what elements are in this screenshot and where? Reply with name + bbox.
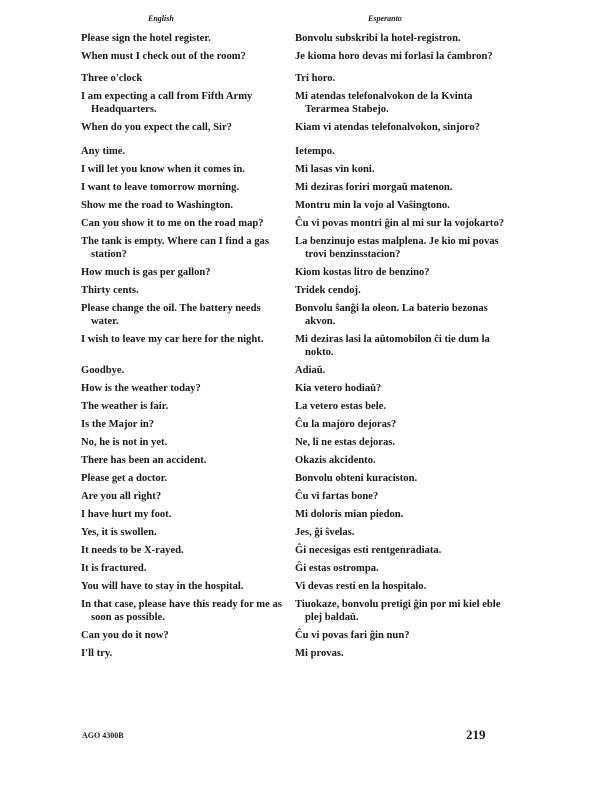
esperanto-phrase: La vetero estas bele. [295, 401, 387, 412]
phrase-row [81, 580, 511, 593]
esperanto-phrase: Kia vetero hodiaŭ? [295, 383, 382, 394]
english-phrase: In that case, please have this ready for me as soon as possible. [81, 599, 282, 623]
esperanto-phrase: Ĝi estas ostrompa. [295, 563, 379, 574]
phrase-row [81, 199, 511, 212]
phrase-row [81, 181, 511, 194]
esperanto-phrase: Kiom kostas litro de benzino? [295, 267, 430, 278]
english-phrase: Is the Major in? [81, 419, 155, 430]
phrase-row [81, 382, 511, 395]
esperanto-phrase: Ne, li ne estas dejoras. [295, 437, 396, 448]
english-phrase: Can you do it now? [81, 630, 169, 641]
english-phrase: I want to leave tomorrow morning. [81, 182, 240, 193]
english-phrase: I am expecting a call from Fifth Army Headquarters. [81, 91, 253, 115]
esperanto-phrase: Ietempo. [295, 146, 335, 157]
phrase-row [81, 266, 511, 279]
phrase-row [81, 50, 511, 63]
phrase-row [81, 32, 511, 45]
english-phrase: It needs to be X-rayed. [81, 545, 184, 556]
esperanto-phrase: Mi doloris mian piedon. [295, 509, 404, 520]
esperanto-phrase: Tri horo. [295, 73, 336, 84]
phrase-row [81, 302, 511, 328]
footer-document-code: AGO 4300B [82, 731, 124, 740]
esperanto-phrase: Mi atendas telefonalvokon de la Kvinta Terarmea Stabejo. [295, 91, 473, 115]
english-phrase: It is fractured. [81, 563, 147, 574]
phrase-row [81, 400, 511, 413]
phrase-row [81, 235, 511, 261]
english-phrase: Any time. [81, 146, 126, 157]
column-header-esperanto: Esperanto [368, 14, 402, 23]
esperanto-phrase: Tridek cendoj. [295, 285, 361, 296]
esperanto-phrase: Mi deziras foriri morgaŭ matenon. [295, 182, 453, 193]
english-phrase: How is the weather today? [81, 383, 201, 394]
esperanto-phrase: Ĉu vi povas fari ĝin nun? [295, 630, 410, 641]
esperanto-phrase: Ĉu vi povas montri ĝin al mi sur la vojokarto? [295, 218, 505, 229]
phrase-row [81, 217, 511, 230]
phrase-row [81, 90, 511, 116]
english-phrase: Can you show it to me on the road map? [81, 218, 264, 229]
esperanto-phrase: Ĉu la majoro dejoras? [295, 419, 397, 430]
phrase-row [81, 472, 511, 485]
esperanto-phrase: Vi devas resti en la hospitalo. [295, 581, 427, 592]
esperanto-phrase: Bonvolu ŝanĝi la oleon. La baterio bezonas akvon. [295, 303, 488, 327]
phrase-row [81, 647, 511, 660]
phrase-row [81, 562, 511, 575]
column-header-english: English [148, 14, 174, 23]
phrase-row [81, 454, 511, 467]
phrase-row [81, 72, 511, 85]
english-phrase: I wish to leave my car here for the night. [81, 334, 264, 345]
esperanto-phrase: Bonvolu obteni kuraciston. [295, 473, 418, 484]
english-phrase: Please change the oil. The battery needs water. [81, 303, 261, 327]
esperanto-phrase: Okazis akcidento. [295, 455, 376, 466]
phrase-row [81, 418, 511, 431]
esperanto-phrase: Ĉu vi fartas bone? [295, 491, 379, 502]
english-phrase: When do you expect the call, Sir? [81, 122, 232, 133]
english-phrase: Please get a doctor. [81, 473, 168, 484]
english-phrase: Show me the road to Washington. [81, 200, 234, 211]
english-phrase: Three o'clock [81, 73, 143, 84]
phrase-row [81, 163, 511, 176]
english-phrase: Goodbye. [81, 365, 125, 376]
english-phrase: Thirty cents. [81, 285, 139, 296]
esperanto-phrase: Mi deziras lasi la aŭtomobilon ĉi tie dum la nokto. [295, 334, 490, 358]
english-phrase: I'll try. [81, 648, 113, 659]
phrase-row [81, 526, 511, 539]
english-phrase: Please sign the hotel register. [81, 33, 211, 44]
esperanto-phrase: Mi provas. [295, 648, 344, 659]
esperanto-phrase: Tiuokaze, bonvolu pretigi ĝin por mi kiel eble plej baldaŭ. [295, 599, 501, 623]
english-phrase: Yes, it is swollen. [81, 527, 157, 538]
phrase-row [81, 333, 511, 359]
english-phrase: There has been an accident. [81, 455, 207, 466]
phrase-row [81, 145, 511, 158]
english-phrase: How much is gas per gallon? [81, 267, 211, 278]
phrase-row [81, 364, 511, 377]
phrase-row [81, 284, 511, 297]
esperanto-phrase: La benzinujo estas malplena. Je kio mi povas trovi benzinsstacion? [295, 236, 499, 260]
phrase-row [81, 490, 511, 503]
esperanto-phrase: Mi lasas vin koni. [295, 164, 375, 175]
english-phrase: I have hurt my foot. [81, 509, 172, 520]
english-phrase: When must I check out of the room? [81, 51, 246, 62]
english-phrase: The tank is empty. Where can I find a gas station? [81, 236, 269, 260]
phrase-row [81, 598, 511, 624]
phrase-table [81, 32, 511, 660]
phrase-row [81, 436, 511, 449]
esperanto-phrase: Bonvolu subskribi la hotel-registron. [295, 33, 461, 44]
phrase-row [81, 121, 511, 134]
phrase-row [81, 629, 511, 642]
page-number: 219 [466, 727, 486, 742]
esperanto-phrase: Je kioma horo devas mi forlasi la ĉambron? [295, 51, 493, 62]
esperanto-phrase: Montru min la vojo al Vaŝingtono. [295, 200, 450, 211]
phrase-row [81, 508, 511, 521]
english-phrase: Are you all right? [81, 491, 162, 502]
esperanto-phrase: Jes, ĝi ŝvelas. [295, 527, 355, 538]
english-phrase: The weather is fair. [81, 401, 169, 412]
english-phrase: I will let you know when it comes in. [81, 164, 245, 175]
phrase-row [81, 544, 511, 557]
english-phrase: You will have to stay in the hospital. [81, 581, 244, 592]
esperanto-phrase: Kiam vi atendas telefonalvokon, sinjoro? [295, 122, 480, 133]
english-phrase: No, he is not in yet. [81, 437, 168, 448]
esperanto-phrase: Ĝi necesigas esti rentgenradiata. [295, 545, 442, 556]
esperanto-phrase: Adiaŭ. [295, 365, 326, 376]
